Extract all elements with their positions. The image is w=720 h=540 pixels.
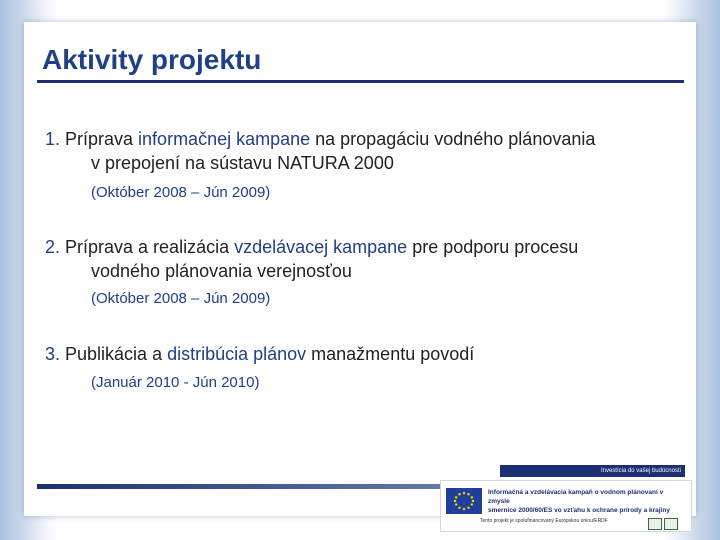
partner-logo-icon <box>664 518 678 530</box>
list-item-3 <box>45 342 685 366</box>
item-text-line2: vodného plánovania verejnosťou <box>91 261 352 281</box>
item-text: Príprava <box>60 129 139 149</box>
item-number: 2. <box>45 237 61 257</box>
item-highlight: vzdelávacej kampane <box>234 237 408 257</box>
item-highlight: informačnej kampane <box>138 129 311 149</box>
item-text-line2: v prepojení na sústavu NATURA 2000 <box>91 153 394 173</box>
item-date: (Október 2008 – Jún 2009) <box>91 184 271 201</box>
title-divider <box>37 80 684 83</box>
item-text: na propagáciu vodného plánovania <box>310 129 596 149</box>
footer-project-title <box>488 488 683 515</box>
footer-tagline: Investícia do vašej budúcnosti <box>500 465 685 477</box>
page-title: Aktivity projektu <box>42 44 262 75</box>
item-date: (Október 2008 – Jún 2009) <box>91 290 271 307</box>
item-text: Publikácia a <box>60 344 168 364</box>
item-date: (Január 2010 - Jún 2010) <box>91 374 260 391</box>
eu-flag-icon <box>446 488 482 514</box>
partner-logo-icon <box>648 518 662 530</box>
list-item-1 <box>45 127 685 175</box>
item-text: manažmentu povodí <box>306 344 475 364</box>
footer-funding: Tento projekt je spolufinancovaný Európskou úniou/ERDF <box>480 518 608 524</box>
item-text: Príprava a realizácia <box>60 237 235 257</box>
item-highlight: distribúcia plánov <box>167 344 307 364</box>
footer-project-line2: smernice 2000/60/ES vo vzťahu k ochrane prírody a krajiny <box>488 507 670 514</box>
item-number: 1. <box>45 129 61 149</box>
footer-project-line1: Informačná a vzdelávacia kampaň o vodnom plánovaní v zmysle <box>488 489 664 505</box>
item-number: 3. <box>45 344 61 364</box>
item-text: pre podporu procesu <box>407 237 579 257</box>
list-item-2 <box>45 235 685 283</box>
